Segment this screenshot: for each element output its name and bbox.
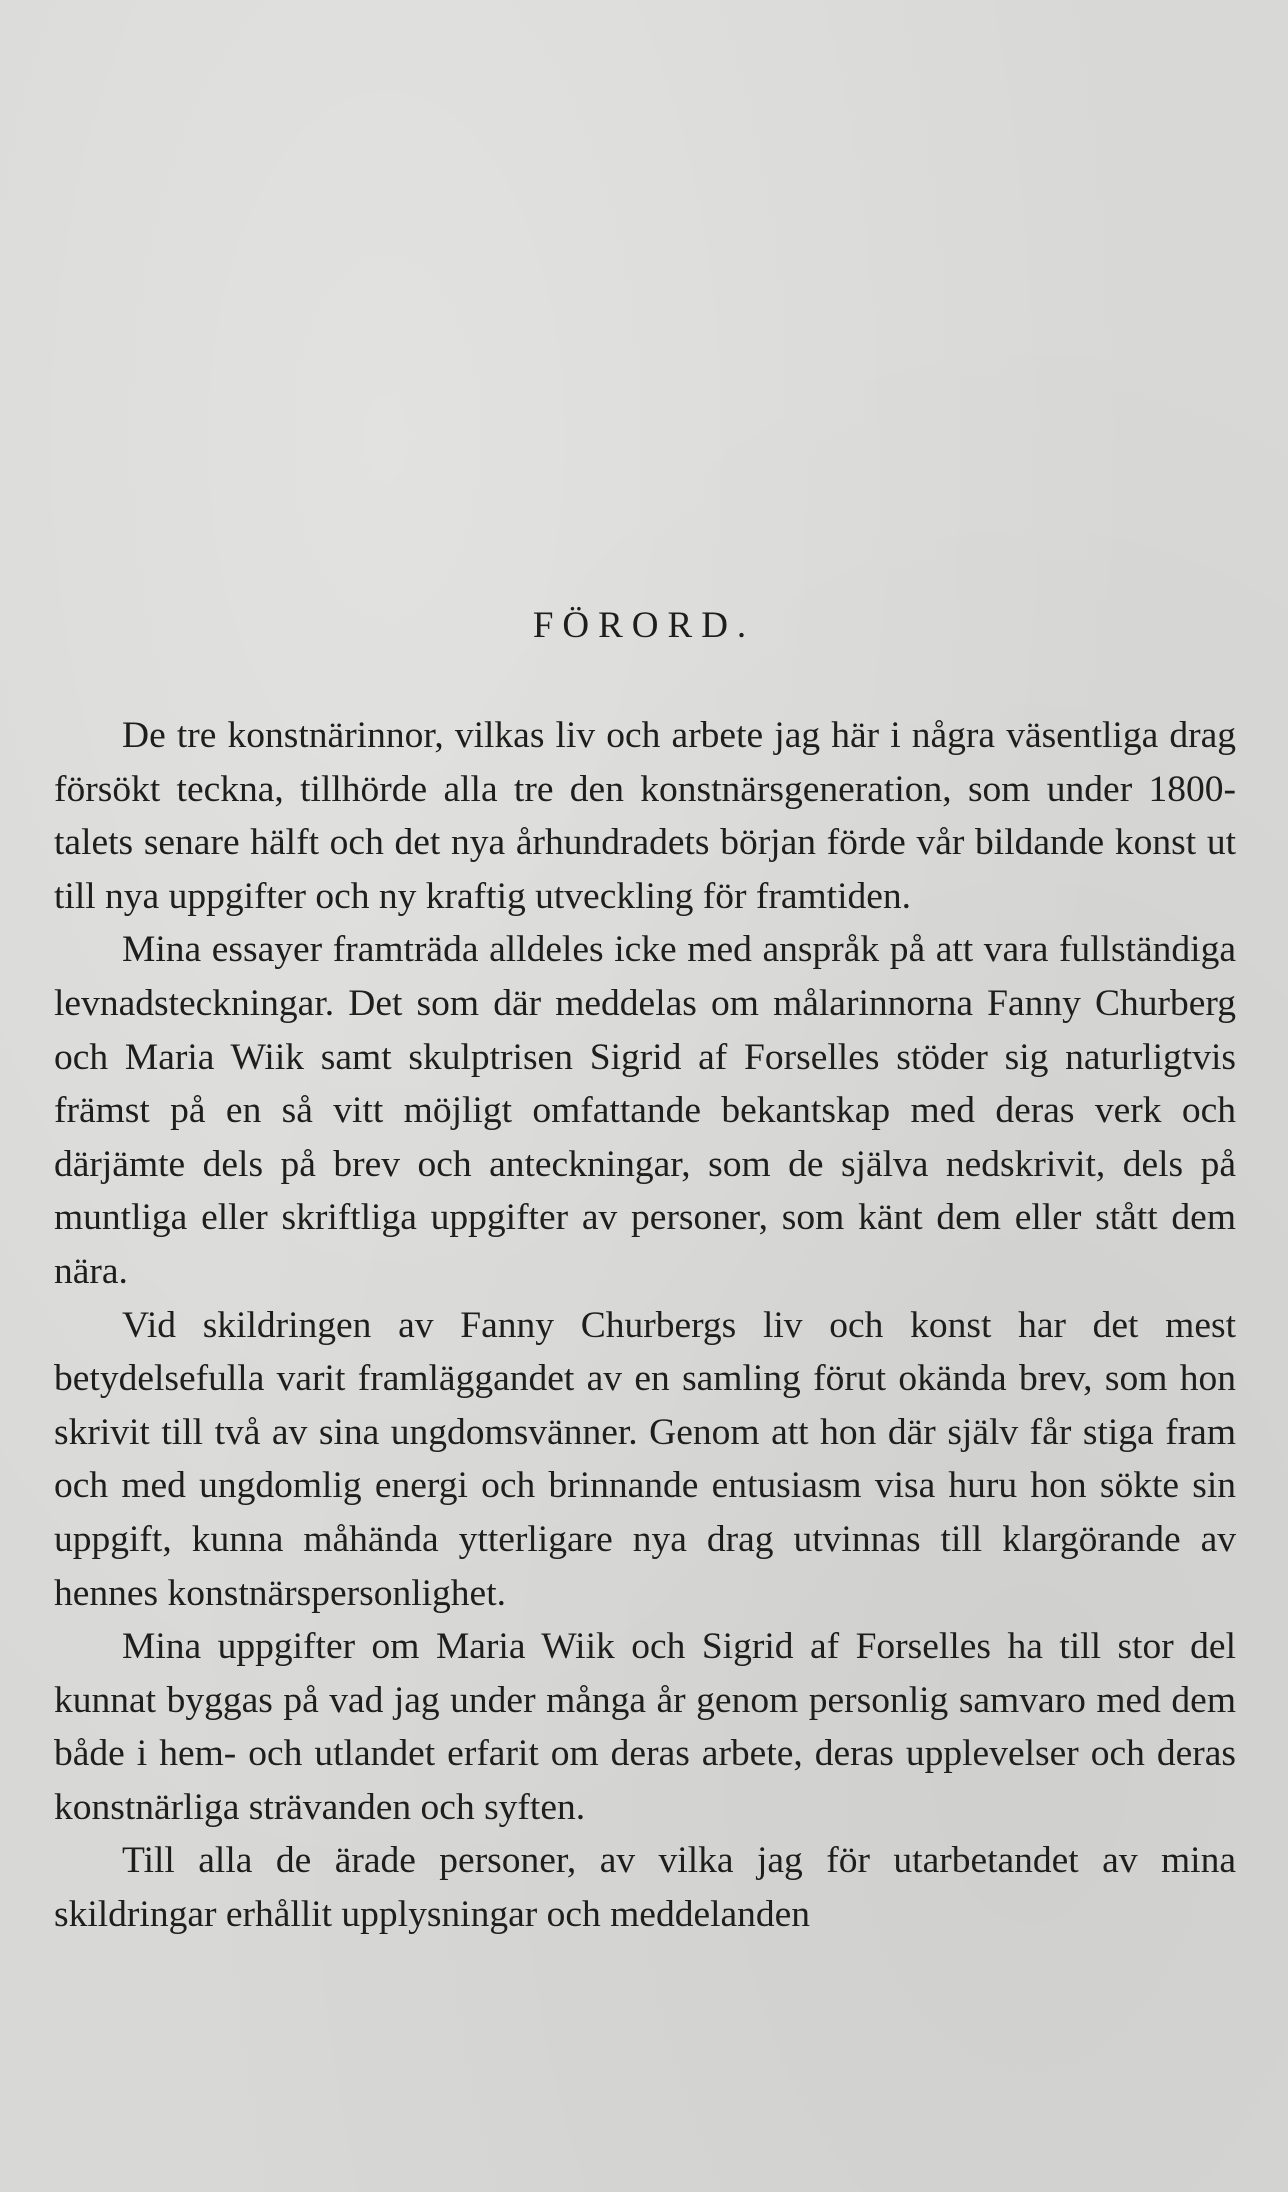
paragraph-4: Mina uppgifter om Maria Wiik och Sigrid af Forselles ha till stor del kunnat byggas på vad jag under många år genom personlig samvaro med dem både i hem- och utlandet erfarit om deras arbete, deras upplevelser och deras konstnärliga strävanden och syften. bbox=[54, 1626, 1236, 1828]
paragraph-1: De tre konstnärinnor, vilkas liv och arbete jag här i några väsentliga drag försökt teckna, tillhörde alla tre den konstnärsgeneration, som under 1800-talets senare hälft och det nya århundradets början förde vår bildande konst ut till nya uppgifter och ny kraftig utveckling för framtiden. bbox=[54, 715, 1236, 917]
paragraph-5: Till alla de ärade personer, av vilka jag för utarbetandet av mina skildringar erhållit upplysningar och meddelanden bbox=[54, 1840, 1236, 1936]
paragraph-2: Mina essayer framträda alldeles icke med anspråk på att vara fullständiga levnadsteckningar. Det som där meddelas om målarinnorna Fanny Churberg och Maria Wiik samt skulptrisen Sigrid af Forselles stöder sig naturligtvis främst på en så vitt möjligt omfattande bekantskap med deras verk och därjämte dels på brev och anteckningar, som de själva nedskrivit, dels på muntliga eller skriftliga uppgifter av personer, som känt dem eller stått dem nära. bbox=[54, 929, 1236, 1292]
body-text bbox=[54, 709, 1236, 1942]
bleed-through-texture bbox=[60, 240, 1240, 618]
page-heading: FÖRORD. bbox=[532, 605, 756, 646]
paragraph-3: Vid skildringen av Fanny Churbergs liv och konst har det mest betydelsefulla varit framläggandet av en samling förut okända brev, som hon skrivit till två av sina ungdomsvänner. Genom att hon där själv får stiga fram och med ungdomlig energi och brinnande entusiasm visa huru hon sökte sin uppgift, kunna måhända ytterligare nya drag utvinnas till klargörande av hennes konstnärspersonlighet. bbox=[54, 1304, 1236, 1614]
